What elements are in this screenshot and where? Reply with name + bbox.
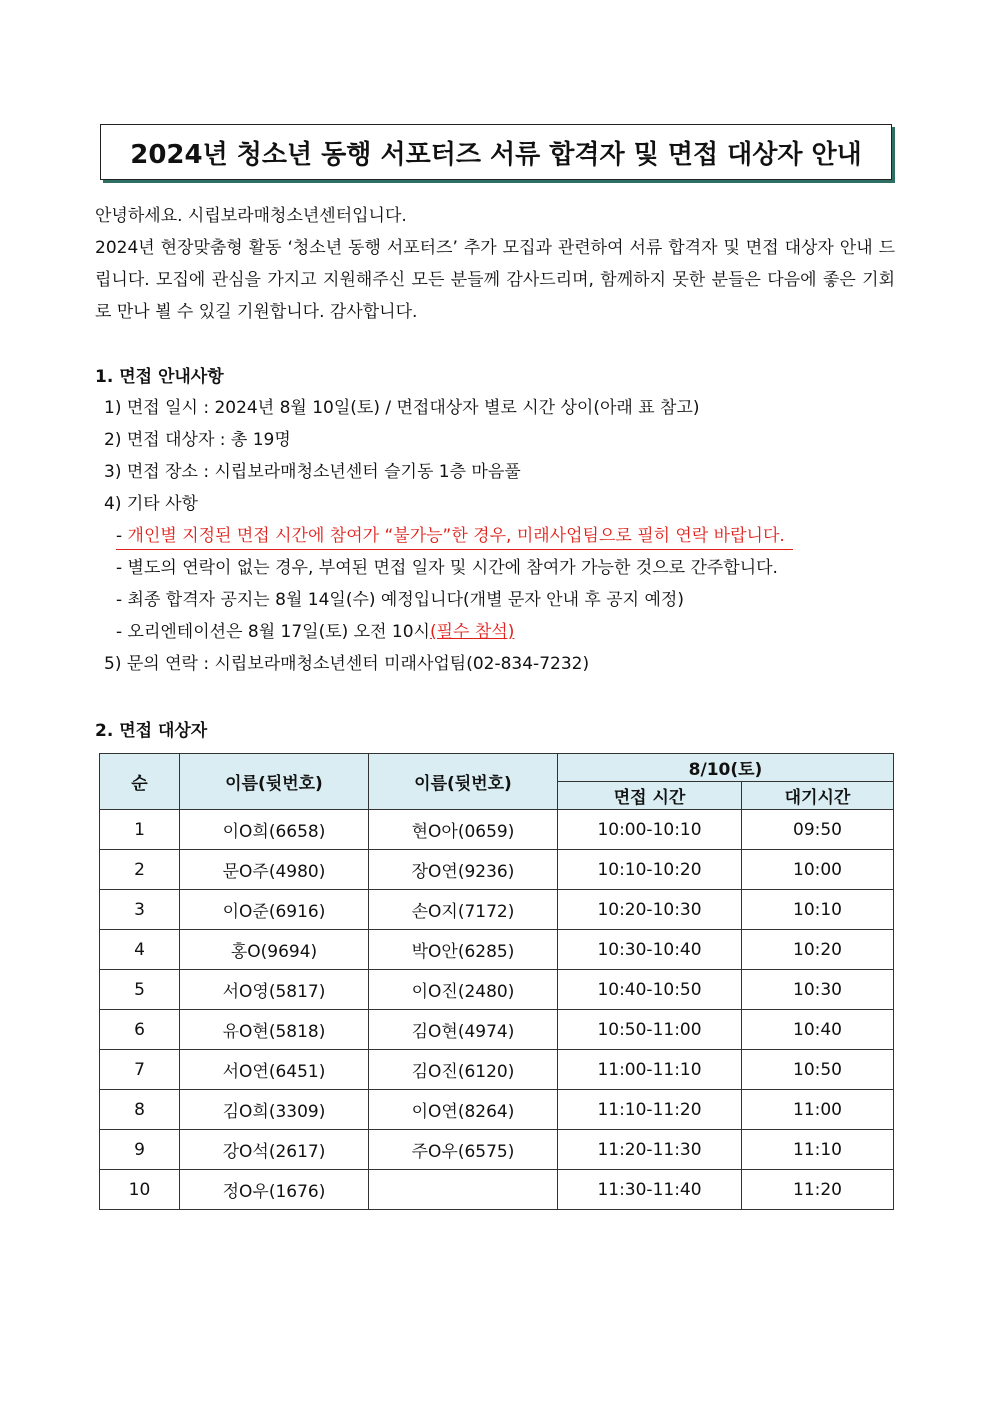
cell-name1: 김O희(3309) — [180, 1090, 369, 1130]
cell-name2 — [369, 1170, 558, 1210]
cell-name1: 강O석(2617) — [180, 1130, 369, 1170]
cell-name2: 주O우(6575) — [369, 1130, 558, 1170]
table-row — [100, 1170, 894, 1210]
cell-name2: 손O지(7172) — [369, 890, 558, 930]
table-row — [100, 810, 894, 850]
cell-no: 6 — [100, 1010, 180, 1050]
cell-time: 11:30-11:40 — [558, 1170, 742, 1210]
cell-name2: 현O아(0659) — [369, 810, 558, 850]
table-row — [100, 850, 894, 890]
interview-info-list — [104, 392, 894, 680]
orientation-text: - 오리엔테이션은 8월 17일(토) 오전 10시 — [116, 622, 430, 642]
cell-name2: 장O연(9236) — [369, 850, 558, 890]
cell-name2: 이O연(8264) — [369, 1090, 558, 1130]
cell-name1: 유O현(5818) — [180, 1010, 369, 1050]
cell-name1: 이O희(6658) — [180, 810, 369, 850]
cell-no: 7 — [100, 1050, 180, 1090]
cell-wait: 10:10 — [742, 890, 894, 930]
cell-wait: 10:30 — [742, 970, 894, 1010]
etc-note-final: - 최종 합격자 공지는 8월 14일(수) 예정입니다(개별 문자 안내 후 공지 예정) — [116, 590, 684, 610]
cell-name2: 이O진(2480) — [369, 970, 558, 1010]
table-row — [100, 1050, 894, 1090]
cell-name1: 문O주(4980) — [180, 850, 369, 890]
cell-time: 10:20-10:30 — [558, 890, 742, 930]
cell-no: 8 — [100, 1090, 180, 1130]
section2-heading: 2. 면접 대상자 — [95, 721, 208, 741]
section1-heading: 1. 면접 안내사항 — [95, 367, 224, 387]
info-item-datetime: 1) 면접 일시 : 2024년 8월 10일(토) / 면접대상자 별로 시간 상이(아래 표 참고) — [104, 398, 700, 418]
header-date: 8/10(토) — [558, 754, 894, 782]
cell-wait: 10:40 — [742, 1010, 894, 1050]
cell-no: 5 — [100, 970, 180, 1010]
interview-schedule-table — [99, 753, 894, 1210]
cell-wait: 11:10 — [742, 1130, 894, 1170]
cell-time: 11:00-11:10 — [558, 1050, 742, 1090]
table-row — [100, 970, 894, 1010]
cell-name1: 서O영(5817) — [180, 970, 369, 1010]
cell-time: 10:00-10:10 — [558, 810, 742, 850]
etc-note-default: - 별도의 연락이 없는 경우, 부여된 면접 일자 및 시간에 참여가 가능한 것으로 간주합니다. — [116, 558, 778, 578]
intro-paragraph: 2024년 현장맞춤형 활동 ‘청소년 동행 서포터즈’ 추가 모집과 관련하여 서류 합격자 및 면접 대상자 안내 드립니다. 모집에 관심을 가지고 지원해주신 모든 분들께 감사드리며, 함께하지 못한 분들은 다음에 좋은 기회로 만나 뵐 수 있길 기원합니다. 감사합니다. — [95, 238, 895, 322]
cell-no: 3 — [100, 890, 180, 930]
info-item-count: 2) 면접 대상자 : 총 19명 — [104, 430, 291, 450]
cell-name1: 정O우(1676) — [180, 1170, 369, 1210]
cell-name2: 김O진(6120) — [369, 1050, 558, 1090]
header-name2: 이름(뒷번호) — [369, 754, 558, 810]
cell-time: 10:10-10:20 — [558, 850, 742, 890]
table-row — [100, 1130, 894, 1170]
document-title: 2024년 청소년 동행 서포터즈 서류 합격자 및 면접 대상자 안내 — [130, 139, 862, 170]
cell-time: 11:20-11:30 — [558, 1130, 742, 1170]
header-no: 순 — [100, 754, 180, 810]
etc-note-orientation — [104, 616, 894, 648]
cell-time: 11:10-11:20 — [558, 1090, 742, 1130]
table-row — [100, 1090, 894, 1130]
cell-wait: 10:00 — [742, 850, 894, 890]
cell-wait: 11:20 — [742, 1170, 894, 1210]
intro-section — [95, 200, 895, 328]
cell-wait: 10:20 — [742, 930, 894, 970]
header-wait: 대기시간 — [742, 782, 894, 810]
cell-wait: 09:50 — [742, 810, 894, 850]
header-name1: 이름(뒷번호) — [180, 754, 369, 810]
cell-no: 2 — [100, 850, 180, 890]
cell-no: 1 — [100, 810, 180, 850]
cell-time: 10:50-11:00 — [558, 1010, 742, 1050]
header-time: 면접 시간 — [558, 782, 742, 810]
info-item-etc: 4) 기타 사항 — [104, 494, 198, 514]
table-row — [100, 890, 894, 930]
info-item-contact: 5) 문의 연락 : 시립보라매청소년센터 미래사업팀(02-834-7232) — [104, 654, 590, 674]
table-row — [100, 930, 894, 970]
document-title-box — [100, 124, 892, 180]
cell-time: 10:40-10:50 — [558, 970, 742, 1010]
orientation-required-note: (필수 참석) — [429, 622, 515, 642]
greeting-line: 안녕하세요. 시립보라매청소년센터입니다. — [95, 206, 407, 226]
cell-name1: 서O연(6451) — [180, 1050, 369, 1090]
etc-note-absence — [104, 520, 894, 552]
cell-no: 9 — [100, 1130, 180, 1170]
cell-time: 10:30-10:40 — [558, 930, 742, 970]
cell-no: 10 — [100, 1170, 180, 1210]
etc-note-dash: - — [116, 526, 128, 546]
cell-wait: 11:00 — [742, 1090, 894, 1130]
info-item-place: 3) 면접 장소 : 시립보라매청소년센터 슬기동 1층 마음풀 — [104, 462, 521, 482]
cell-wait: 10:50 — [742, 1050, 894, 1090]
cell-name1: 홍O(9694) — [180, 930, 369, 970]
cell-name2: 김O현(4974) — [369, 1010, 558, 1050]
cell-name1: 이O준(6916) — [180, 890, 369, 930]
table-row — [100, 1010, 894, 1050]
etc-note-absence-text: 개인별 지정된 면접 시간에 참여가 “불가능”한 경우, 미래사업팀으로 필히 연락 바랍니다. — [127, 526, 785, 546]
cell-name2: 박O안(6285) — [369, 930, 558, 970]
cell-no: 4 — [100, 930, 180, 970]
